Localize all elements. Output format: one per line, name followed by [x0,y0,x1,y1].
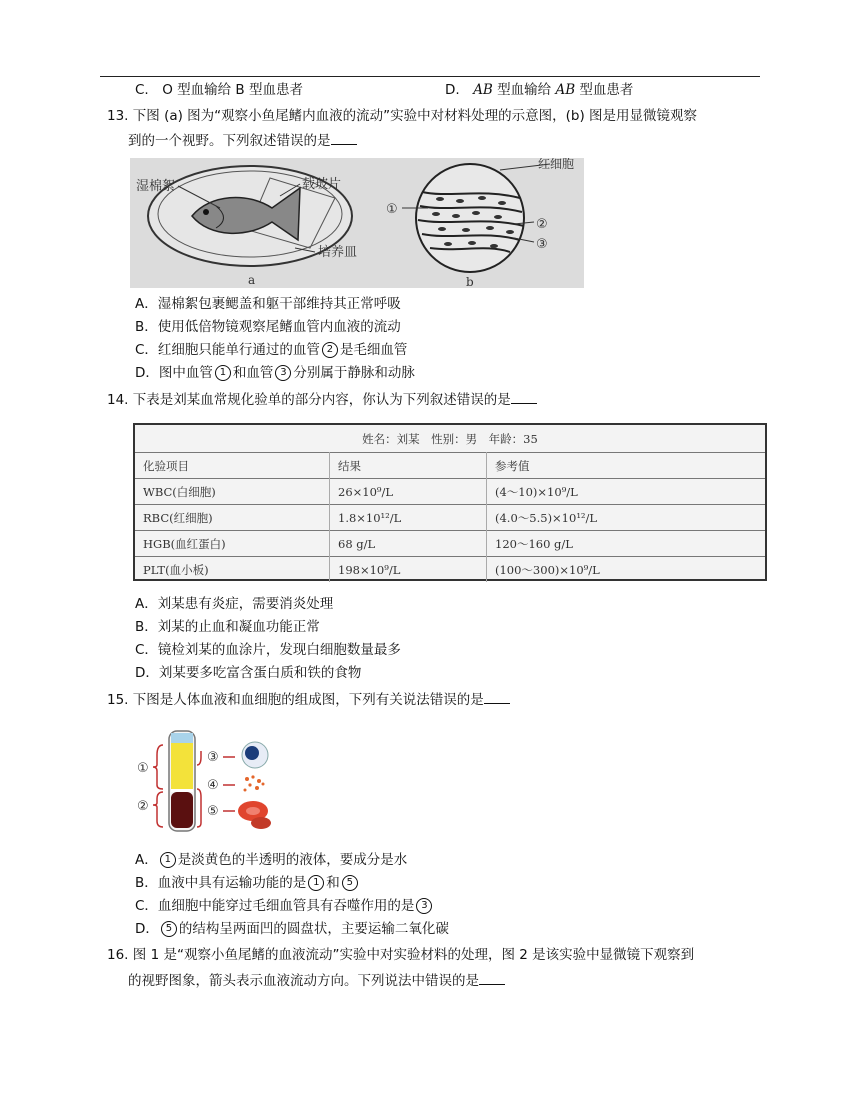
bracket-right [197,751,201,827]
q13-option-d-mid: 和血管 [232,365,274,381]
q14-option-a-text: A．刘某患有炎症，需要消炎处理 [135,596,334,612]
q15-option-a[interactable] [135,850,407,870]
table-row [135,505,765,531]
table-cell: 1.8×10¹²/L [330,505,487,531]
table-column-header: 化验项目 [135,453,330,479]
bracket-plasma [153,745,163,789]
mark-4: ④ [207,778,219,793]
q15-option-d-post: 的结构呈两面凹的圆盘状，主要运输二氧化碳 [178,921,449,937]
table-cell: (4～10)×10⁹/L [487,479,766,505]
q13-option-b[interactable] [135,317,401,337]
q13-option-d[interactable] [135,363,415,383]
label-mark-1: ① [386,202,398,217]
answer-blank[interactable] [511,389,537,404]
tube-cap [171,733,193,743]
table-cell: 198×10⁹/L [330,557,487,583]
q14-option-c[interactable] [135,640,401,660]
q16-text-2: 的视野图象，箭头表示血液流动方向。下列说法中错误的是 [128,973,479,989]
option-d-ab1: AB [473,82,493,98]
table-cell: RBC(红细胞) [135,505,330,531]
circled-number: 1 [215,365,231,381]
table-cell: WBC(白细胞) [135,479,330,505]
q13-option-a[interactable] [135,294,401,314]
circled-number: 5 [342,875,358,891]
fish-tail-svg [130,158,584,288]
bracket-cells [153,792,163,827]
circled-number: 3 [275,365,291,381]
table-row [135,479,765,505]
q14-number: 14. [107,392,129,408]
q14-text: 下表是刘某血常规化验单的部分内容，你认为下列叙述错误的是 [132,392,511,408]
table-column-header: 参考值 [487,453,766,479]
q15-option-b[interactable] [135,873,360,893]
label-wet-cotton: 湿棉絮 [136,179,176,194]
answer-blank[interactable] [484,689,510,704]
label-mark-3: ③ [536,237,548,252]
q16-stem-line2 [128,970,505,991]
q16-stem-line1 [107,945,694,965]
circled-number: 5 [161,921,177,937]
q14-option-a[interactable] [135,594,333,614]
mark-2: ② [137,799,149,814]
q15-option-d[interactable] [135,919,449,939]
q13-number: 13. [107,108,129,124]
table-column-header: 结果 [330,453,487,479]
platelets [244,775,265,791]
q15-text: 下图是人体血液和血细胞的组成图，下列有关说法错误的是 [132,692,484,708]
q14-stem [107,389,537,410]
circled-number: 2 [322,342,338,358]
table-header-row [135,453,765,479]
q13-text-2: 到的一个视野。下列叙述错误的是 [128,133,331,149]
q16-text-1: 图 1 是“观察小鱼尾鳍的血液流动”实验中对实验材料的处理，图 2 是该实验中显微镜下观察到 [132,947,695,963]
mark-1: ① [137,761,149,776]
table-cell: PLT(血小板) [135,557,330,583]
table-patient-header: 姓名：刘某 性别：男 年龄：35 [362,431,538,446]
mark-5: ⑤ [207,804,219,819]
buffy-coat-layer [171,789,193,792]
header-rule [100,76,760,77]
fish-tail-microscope-figure [130,158,584,288]
q15-option-b-pre: B．血液中具有运输功能的是 [135,875,307,891]
table-cell: (4.0～5.5)×10¹²/L [487,505,766,531]
label-mark-2: ② [536,217,548,232]
red-cell-layer [171,792,193,828]
q15-option-a-post: 是淡黄色的半透明的液体，要成分是水 [177,852,408,868]
option-d-ab2: AB [555,82,576,98]
blood-tube-svg [135,727,285,835]
q14-option-d[interactable] [135,663,361,683]
label-a: a [248,273,256,287]
q13-stem-line1 [107,106,697,126]
q14-option-b[interactable] [135,617,320,637]
q15-option-d-pre: D． [135,921,159,937]
rbc-center [246,807,260,815]
label-slide: 载玻片 [302,177,342,192]
red-blood-cell-side [251,817,271,829]
q15-number: 15. [107,692,129,708]
q15-option-b-mid: 和 [326,875,340,891]
q13-text-1: 下图 (a) 图为“观察小鱼尾鳍内血液的流动”实验中对材料处理的示意图，(b) 图是用显微镜观察 [132,108,698,124]
table-cell: HGB(血红蛋白) [135,531,330,557]
option-d-mid: 型血输给 [492,82,556,98]
q13-option-d-pre: D．图中血管 [135,365,213,381]
blood-composition-figure [135,727,285,835]
label-b: b [466,275,474,288]
q14-option-b-text: B．刘某的止血和凝血功能正常 [135,619,320,635]
q15-stem [107,689,510,710]
plasma-layer [171,743,193,789]
q14-option-d-text: D．刘某要多吃富含蛋白质和铁的食物 [135,665,362,681]
microscope-field [416,164,524,272]
table-cell: 26×10⁹/L [330,479,487,505]
q16-number: 16. [107,947,129,963]
table-cell: 68 g/L [330,531,487,557]
q13-option-c[interactable] [135,340,407,360]
label-dish: 培养皿 [318,245,358,260]
q15-option-c-pre: C．血细胞中能穿过毛细血管具有吞噬作用的是 [135,898,415,914]
wbc-nucleus [245,746,259,760]
circled-number: 1 [160,852,176,868]
q13-option-d-post: 分别属于静脉和动脉 [293,365,415,381]
q13-option-b-text: B．使用低倍物镜观察尾鳍血管内血液的流动 [135,319,401,335]
option-d-prev [445,80,633,100]
q14-option-c-text: C．镜检刘某的血涂片，发现白细胞数量最多 [135,642,401,658]
fish-eye [203,209,209,215]
q13-option-c-post: 是毛细血管 [339,342,408,358]
q15-option-a-pre: A． [135,852,158,868]
q15-option-c[interactable] [135,896,434,916]
label-rbc: 红细胞 [538,158,575,171]
q13-option-a-text: A．湿棉絮包裹鳃盖和躯干部维持其正常呼吸 [135,296,401,312]
table-cell: 120～160 g/L [487,531,766,557]
option-d-suffix: 型血患者 [575,82,634,98]
option-d-prefix: D. [445,82,474,98]
answer-blank[interactable] [331,130,357,145]
answer-blank[interactable] [479,970,505,985]
circled-number: 3 [416,898,432,914]
mark-3: ③ [207,750,219,765]
table-cell: (100～300)×10⁹/L [487,557,766,583]
circled-number: 1 [308,875,324,891]
q13-stem-line2 [128,130,357,151]
blood-test-table [133,423,767,581]
option-c-prev [135,80,303,100]
table-row [135,531,765,557]
option-c-text: C. O 型血输给 B 型血患者 [135,82,303,98]
table-row [135,557,765,583]
q13-option-c-pre: C．红细胞只能单行通过的血管 [135,342,320,358]
